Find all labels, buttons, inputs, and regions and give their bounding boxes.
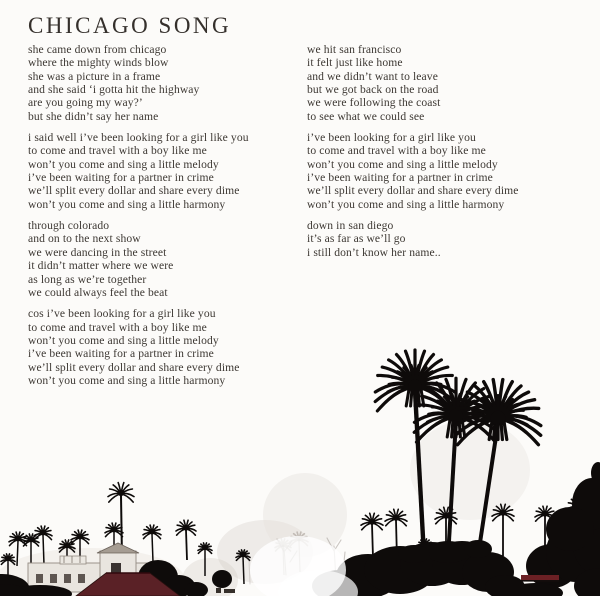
lyric-line: as long as we’re together: [28, 272, 147, 286]
lyrics-column-left: [28, 43, 308, 395]
stanza: [28, 219, 308, 299]
lyric-line: but she didn’t say her name: [28, 109, 159, 123]
lyric-line: she was a picture in a frame: [28, 69, 161, 83]
stanza: [28, 43, 308, 123]
lyric-line: we’ll split every dollar and share every dime: [28, 184, 240, 198]
lyric-line: it didn’t matter where we were: [28, 259, 174, 273]
lyric-line: we hit san francisco: [307, 43, 402, 56]
lyric-line: are you going my way?’: [28, 96, 143, 110]
page-title: CHICAGO SONG: [28, 13, 232, 38]
lyrics-column-right: [307, 43, 587, 267]
lyric-line: where the mighty winds blow: [28, 56, 169, 70]
lyric-line: down in san diego: [307, 219, 394, 233]
lyric-line: she came down from chicago: [28, 43, 167, 56]
lyric-line: i’ve been waiting for a partner in crime: [307, 171, 493, 185]
lyric-line: i said well i’ve been looking for a girl like you: [28, 131, 249, 145]
lyric-line: i still don’t know her name..: [307, 245, 441, 259]
lyric-line: won’t you come and sing a little melody: [28, 157, 219, 171]
lyric-line: and she said ‘i gotta hit the highway: [28, 83, 200, 97]
lyric-line: cos i’ve been looking for a girl like you: [28, 307, 216, 321]
lyric-line: won’t you come and sing a little melody: [307, 157, 498, 171]
lyric-line: and on to the next show: [28, 232, 141, 246]
lyric-line: we’ll split every dollar and share every dime: [307, 184, 519, 198]
lyric-line: we were dancing in the street: [28, 245, 167, 259]
lyric-line: we’ll split every dollar and share every dime: [28, 360, 240, 374]
lyric-line: won’t you come and sing a little harmony: [307, 197, 505, 211]
lyric-line: but we got back on the road: [307, 83, 439, 97]
lyric-line: i’ve been waiting for a partner in crime: [28, 171, 214, 185]
lyric-line: we were following the coast: [307, 96, 441, 110]
lyric-line: and we didn’t want to leave: [307, 69, 438, 83]
lyric-line: to come and travel with a boy like me: [28, 144, 207, 158]
stanza: [28, 131, 308, 211]
lyric-line: it’s as far as we’ll go: [307, 232, 406, 246]
lyric-line: won’t you come and sing a little harmony: [28, 373, 226, 387]
lyric-line: we could always feel the beat: [28, 285, 168, 299]
lyric-line: won’t you come and sing a little harmony: [28, 197, 226, 211]
lyric-line: won’t you come and sing a little melody: [28, 333, 219, 347]
lyric-line: it felt just like home: [307, 56, 403, 70]
stanza: [28, 307, 308, 387]
lyric-line: i’ve been looking for a girl like you: [307, 131, 476, 145]
lyric-line: to come and travel with a boy like me: [307, 144, 486, 158]
stanza: [307, 219, 587, 259]
lyric-line: to come and travel with a boy like me: [28, 320, 207, 334]
stanza: [307, 131, 587, 211]
lyric-line: through colorado: [28, 219, 110, 233]
lyric-line: to see what we could see: [307, 109, 425, 123]
stanza: [307, 43, 587, 123]
lyric-line: i’ve been waiting for a partner in crime: [28, 347, 214, 361]
